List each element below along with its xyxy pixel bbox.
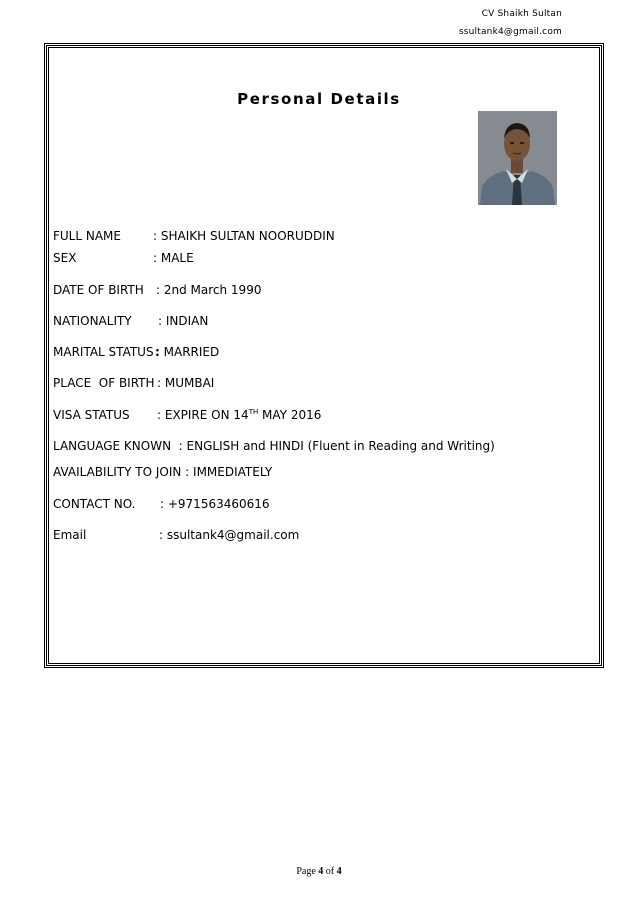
profile-photo xyxy=(478,111,557,205)
detail-label: CONTACT NO. xyxy=(53,497,136,511)
detail-value-text: MARRIED xyxy=(159,345,220,359)
detail-value-colon: : xyxy=(155,345,160,359)
detail-label: DATE OF BIRTH xyxy=(53,283,144,297)
page-number-footer xyxy=(0,866,638,877)
detail-label: Email xyxy=(53,528,87,542)
detail-value: : 2nd March 1990 xyxy=(156,283,262,297)
detail-value: : +971563460616 xyxy=(160,497,270,511)
detail-label: VISA STATUS xyxy=(53,408,130,422)
detail-value xyxy=(157,408,321,422)
visa-value-suffix: MAY 2016 xyxy=(258,408,322,422)
footer-of-word: of xyxy=(325,866,335,877)
detail-row-availability: AVAILABILITY TO JOIN : IMMEDIATELY xyxy=(53,465,273,479)
visa-value-prefix: : EXPIRE ON 14 xyxy=(157,408,249,422)
detail-value: : INDIAN xyxy=(158,314,209,328)
footer-current-page: 4 xyxy=(318,866,324,877)
profile-photo-image xyxy=(478,111,557,205)
header-name: CV Shaikh Sultan xyxy=(481,9,562,19)
detail-value: : MUMBAI xyxy=(157,376,215,390)
detail-label: MARITAL STATUS xyxy=(53,345,154,359)
detail-label: PLACE OF BIRTH xyxy=(53,376,155,390)
detail-row-language-known: LANGUAGE KNOWN : ENGLISH and HINDI (Fluent in Reading and Writing) xyxy=(53,439,495,453)
detail-value: : ssultank4@gmail.com xyxy=(159,528,300,542)
detail-label: NATIONALITY xyxy=(53,314,132,328)
detail-label: SEX xyxy=(53,251,77,265)
detail-value: : SHAIKH SULTAN NOORUDDIN xyxy=(153,229,335,243)
header-email: ssultank4@gmail.com xyxy=(458,27,562,37)
visa-value-superscript: TH xyxy=(248,408,259,416)
footer-page-word: Page xyxy=(296,866,316,877)
detail-value xyxy=(155,345,219,359)
detail-label: FULL NAME xyxy=(53,229,121,243)
section-title: Personal Details xyxy=(237,90,401,108)
detail-value: : MALE xyxy=(153,251,194,265)
footer-total-pages: 4 xyxy=(336,866,342,877)
